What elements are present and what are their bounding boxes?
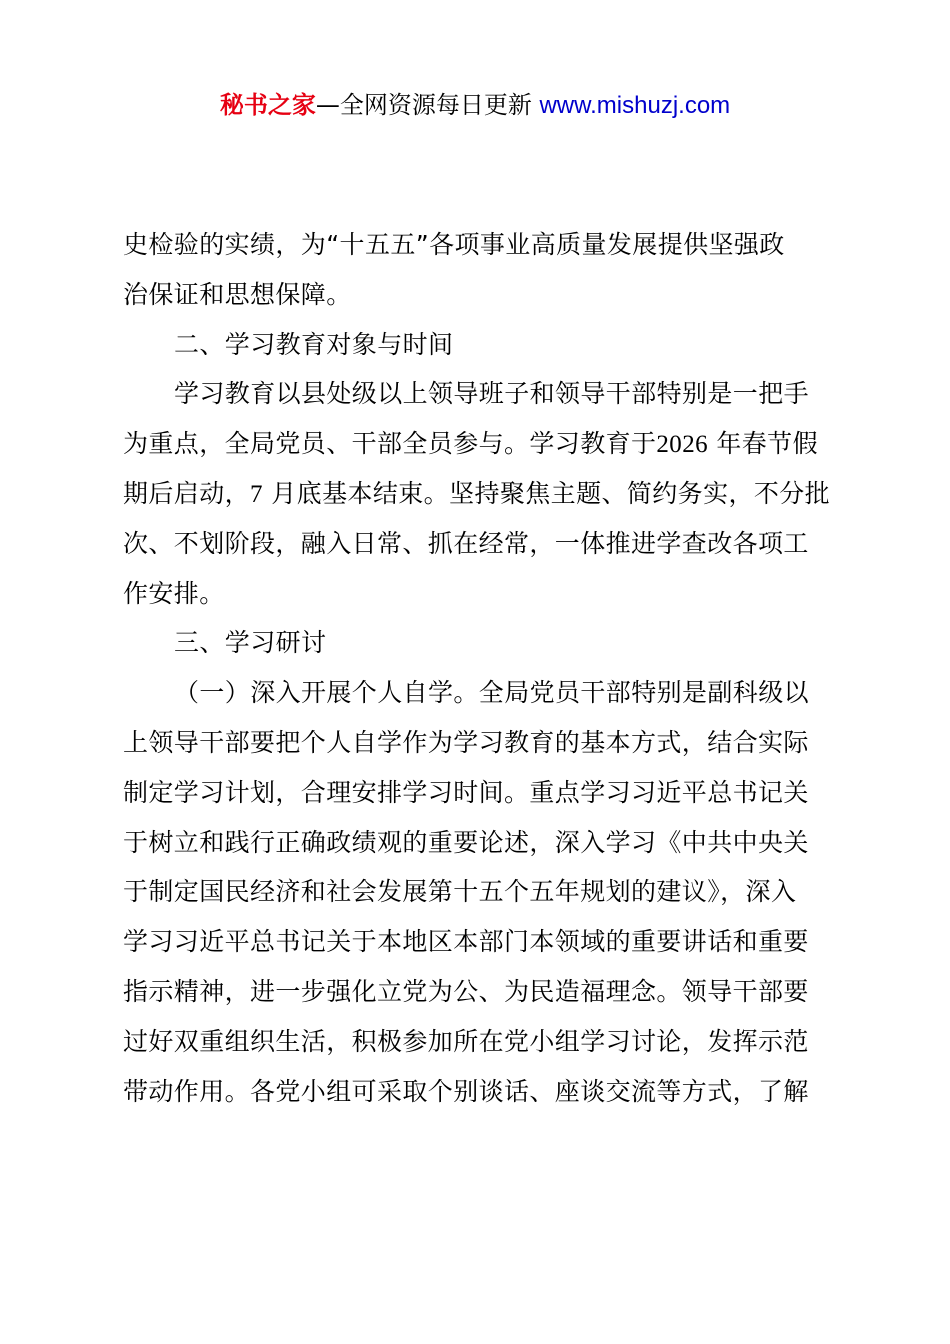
text-segment: 年春节假	[708, 429, 818, 459]
section-heading: 三、学习研讨	[174, 628, 327, 658]
year-number: 2026	[656, 431, 709, 459]
text-line: 次、不划阶段，融入日常、抓在经常，一体推进学查改各项工	[123, 528, 809, 558]
text-line: （一）深入开展个人自学。全局党员干部特别是副科级以	[174, 678, 810, 708]
text-line	[123, 419, 833, 469]
brand-name: 秘书之家	[219, 91, 316, 119]
text-line: 于树立和践行正确政绩观的重要论述，深入学习《中共中央关	[123, 827, 809, 857]
text-line: 上领导干部要把个人自学作为学习教育的基本方式，结合实际	[123, 727, 809, 757]
site-url-link[interactable]: www.mishuzj.com	[539, 92, 731, 119]
text-line: 史检验的实绩，为“十五五”各项事业高质量发展提供坚强政	[123, 230, 785, 259]
header-tagline: —全网资源每日更新	[315, 91, 540, 119]
month-number: 7	[250, 480, 263, 508]
text-line: 学习教育以县处级以上领导班子和领导干部特别是一把手	[174, 379, 810, 409]
text-line: 学习习近平总书记关于本地区本部门本领域的重要讲话和重要	[123, 927, 809, 957]
text-line	[123, 469, 833, 519]
text-line: 治保证和思想保障。	[123, 279, 352, 309]
document-body	[123, 220, 833, 1116]
text-segment: 期后启动，	[123, 478, 251, 508]
section-heading: 二、学习教育对象与时间	[174, 329, 454, 359]
text-line: 带动作用。各党小组可采取个别谈话、座谈交流等方式，了解	[123, 1076, 809, 1106]
text-segment: 月底基本结束。坚持聚焦主题、简约务实，不分批	[262, 478, 831, 508]
text-line: 指示精神，进一步强化立党为公、为民造福理念。领导干部要	[123, 976, 809, 1006]
page-header	[0, 88, 950, 123]
text-line: 于制定国民经济和社会发展第十五个五年规划的建议》，深入	[123, 877, 797, 907]
text-line: 制定学习计划，合理安排学习时间。重点学习习近平总书记关	[123, 777, 809, 807]
text-line: 作安排。	[123, 578, 225, 608]
text-line: 过好双重组织生活，积极参加所在党小组学习讨论，发挥示范	[123, 1026, 809, 1056]
text-segment: 为重点，全局党员、干部全员参与。学习教育于	[123, 429, 657, 459]
